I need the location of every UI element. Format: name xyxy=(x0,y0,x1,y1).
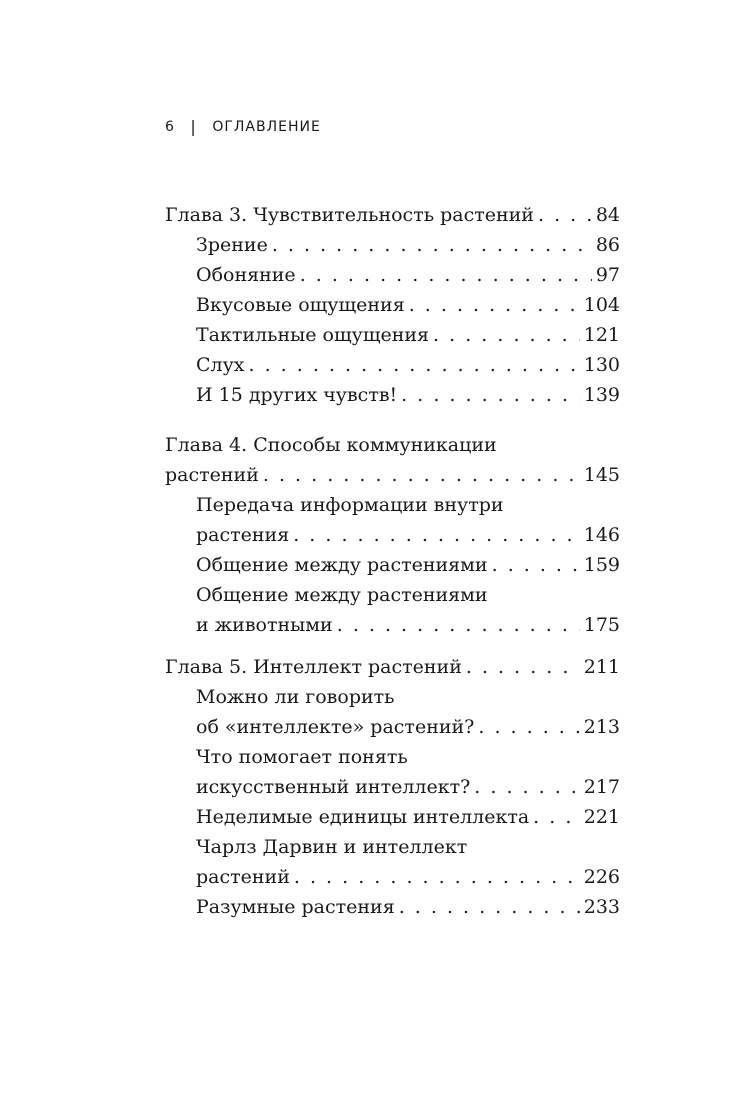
toc-entry-page: 233 xyxy=(583,896,620,918)
leader-dots xyxy=(401,380,580,410)
leader-dots xyxy=(293,520,580,550)
leader-dots xyxy=(300,260,592,290)
toc-entry-label: Передача информации внутри xyxy=(196,494,504,516)
toc-entry[interactable] xyxy=(165,230,620,260)
toc-entry[interactable] xyxy=(165,802,620,832)
toc-entry-label: Можно ли говорить xyxy=(196,686,395,708)
toc-chapter-4 xyxy=(165,430,620,640)
toc-entry-label: Обоняние xyxy=(196,264,296,286)
toc-entry-page: 159 xyxy=(583,554,620,576)
toc-entry-label: Тактильные ощущения xyxy=(196,324,430,346)
leader-dots xyxy=(474,772,579,802)
toc-entry-page: 104 xyxy=(583,294,620,316)
toc-entry-page: 217 xyxy=(583,776,620,798)
toc-entry-label: Неделимые единицы интеллекта xyxy=(196,806,530,828)
toc-entry[interactable] xyxy=(165,580,620,640)
toc-entry-label: растений xyxy=(165,464,259,486)
toc-entry-page: 213 xyxy=(583,716,620,738)
toc-entry-label: Зрение xyxy=(196,234,268,256)
toc-entry-label: Вкусовые ощущения xyxy=(196,294,405,316)
toc-entry[interactable] xyxy=(165,260,620,290)
toc-entry-label: и животными xyxy=(196,614,333,636)
toc-entry-page: 221 xyxy=(583,806,620,828)
toc-entry[interactable] xyxy=(165,490,620,550)
toc-entry-label: Чарлз Дарвин и интеллект xyxy=(196,836,468,858)
toc-entry-page: 146 xyxy=(583,524,620,546)
toc-entry[interactable] xyxy=(165,380,620,410)
toc-entry-label: Общение между растениями xyxy=(196,584,488,606)
toc-entry-label: И 15 других чувств! xyxy=(196,384,398,406)
toc-entry-label: Что помогает понять xyxy=(196,746,408,768)
leader-dots xyxy=(294,862,580,892)
toc-entry-page: 145 xyxy=(583,464,620,486)
header-separator: | xyxy=(190,117,197,136)
leader-dots xyxy=(538,200,592,230)
toc-entry-page: 86 xyxy=(595,234,620,256)
toc-entry-page: 84 xyxy=(595,204,620,226)
leader-dots xyxy=(409,290,580,320)
running-header xyxy=(165,117,321,136)
toc-entry-label: Слух xyxy=(196,354,245,376)
leader-dots xyxy=(478,712,579,742)
toc-entry-chapter-5[interactable] xyxy=(165,652,620,682)
toc-entry[interactable] xyxy=(165,892,620,922)
toc-entry-label: растения xyxy=(196,524,290,546)
leader-dots xyxy=(399,892,580,922)
leader-dots xyxy=(337,610,580,640)
leader-dots xyxy=(533,802,580,832)
toc-entry-label: Глава 5. Интеллект растений xyxy=(165,656,462,678)
leader-dots xyxy=(272,230,592,260)
toc-entry-page: 121 xyxy=(583,324,620,346)
toc-entry[interactable] xyxy=(165,290,620,320)
toc-entry[interactable] xyxy=(165,550,620,580)
toc-entry-page: 226 xyxy=(583,866,620,888)
toc-entry[interactable] xyxy=(165,742,620,802)
toc-entry-label: Общение между растениями xyxy=(196,554,488,576)
toc-entry[interactable] xyxy=(165,350,620,380)
toc-entry-label: Глава 3. Чувствительность растений xyxy=(165,204,534,226)
toc-entry-label: искусственный интеллект? xyxy=(196,776,471,798)
leader-dots xyxy=(263,460,580,490)
toc-entry-label: об «интеллекте» растений? xyxy=(196,716,475,738)
toc-entry-page: 97 xyxy=(595,264,620,286)
toc-entry-page: 139 xyxy=(583,384,620,406)
toc-entry-page: 211 xyxy=(583,656,620,678)
page-number: 6 xyxy=(165,118,175,135)
toc-entry[interactable] xyxy=(165,832,620,892)
toc-entry-page: 130 xyxy=(583,354,620,376)
header-title: ОГЛАВЛЕНИЕ xyxy=(212,118,321,135)
toc-entry-label: Глава 4. Способы коммуникации xyxy=(165,434,497,456)
toc-entry-label: растений xyxy=(196,866,290,888)
leader-dots xyxy=(433,320,580,350)
toc-chapter-3 xyxy=(165,200,620,410)
toc-entry-label: Разумные растения xyxy=(196,896,395,918)
toc-chapter-5 xyxy=(165,652,620,922)
toc-entry-page: 175 xyxy=(583,614,620,636)
leader-dots xyxy=(492,550,580,580)
toc-entry[interactable] xyxy=(165,320,620,350)
toc-entry-chapter-4[interactable] xyxy=(165,430,620,490)
leader-dots xyxy=(466,652,580,682)
toc-entry-chapter-3[interactable] xyxy=(165,200,620,230)
leader-dots xyxy=(249,350,580,380)
toc-entry[interactable] xyxy=(165,682,620,742)
